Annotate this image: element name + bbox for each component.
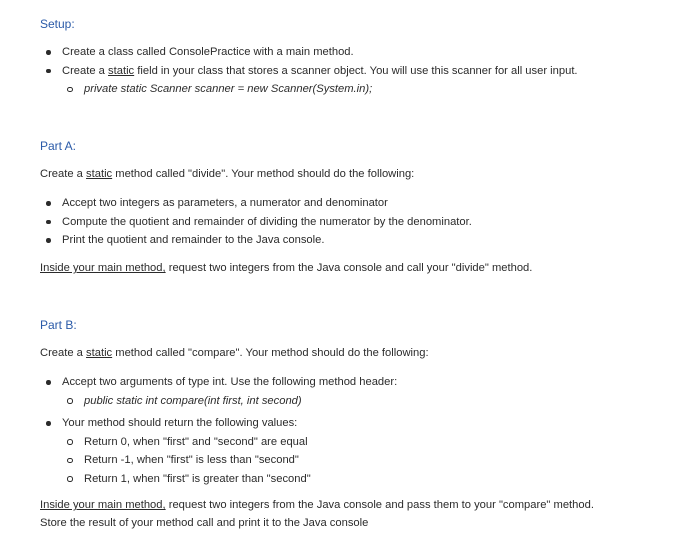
part-b-return-0: Return 0, when "first" and "second" are equal (84, 435, 308, 448)
part-b-return-1: Return 1, when "first" is greater than "second" (84, 472, 311, 485)
bullet-icon (46, 238, 51, 243)
bullet-icon (46, 220, 51, 225)
part-a-intro: Create a static method called "divide". Your method should do the following: (40, 168, 415, 180)
part-b-bullet-2: Your method should return the following values: (62, 417, 298, 429)
part-a-bullet-3: Print the quotient and remainder to the Java console. (62, 234, 325, 246)
sub-bullet-icon (67, 439, 73, 445)
part-a-bullet-1: Accept two integers as parameters, a numerator and denominator (62, 197, 388, 209)
bullet-icon (46, 69, 51, 74)
setup-heading: Setup: (40, 17, 75, 31)
setup-sub-bullet: private static Scanner scanner = new Scanner(System.in); (84, 83, 373, 95)
bullet-icon (46, 421, 51, 426)
part-a-heading: Part A: (40, 139, 77, 153)
part-b-return-neg1: Return -1, when "first" is less than "second" (84, 454, 299, 466)
part-b-bullet-1: Accept two arguments of type int. Use the following method header: (62, 376, 398, 388)
bullet-icon (46, 380, 51, 385)
setup-bullet-1: Create a class called ConsolePractice with a main method. (62, 46, 354, 58)
part-b-heading: Part B: (40, 318, 77, 332)
sub-bullet-icon (67, 87, 73, 93)
sub-bullet-icon (67, 476, 73, 482)
part-b-intro: Create a static method called "compare". Your method should do the following: (40, 347, 429, 359)
sub-bullet-icon (67, 398, 73, 404)
part-b-main-instruction-line2: Store the result of your method call and print it to the Java console (40, 517, 369, 529)
sub-bullet-icon (67, 458, 73, 464)
bullet-icon (46, 50, 51, 55)
part-b-method-header: public static int compare(int first, int second) (84, 394, 302, 407)
part-b-main-instruction: Inside your main method, request two integers from the Java console and pass them to your "compare" method. (40, 499, 594, 511)
part-a-bullet-2: Compute the quotient and remainder of dividing the numerator by the denominator. (62, 215, 472, 228)
setup-bullet-2: Create a static field in your class that stores a scanner object. You will use this scanner for all user input. (62, 64, 578, 77)
part-a-main-instruction: Inside your main method, request two integers from the Java console and call your "divide" method. (40, 262, 533, 274)
bullet-icon (46, 201, 51, 206)
